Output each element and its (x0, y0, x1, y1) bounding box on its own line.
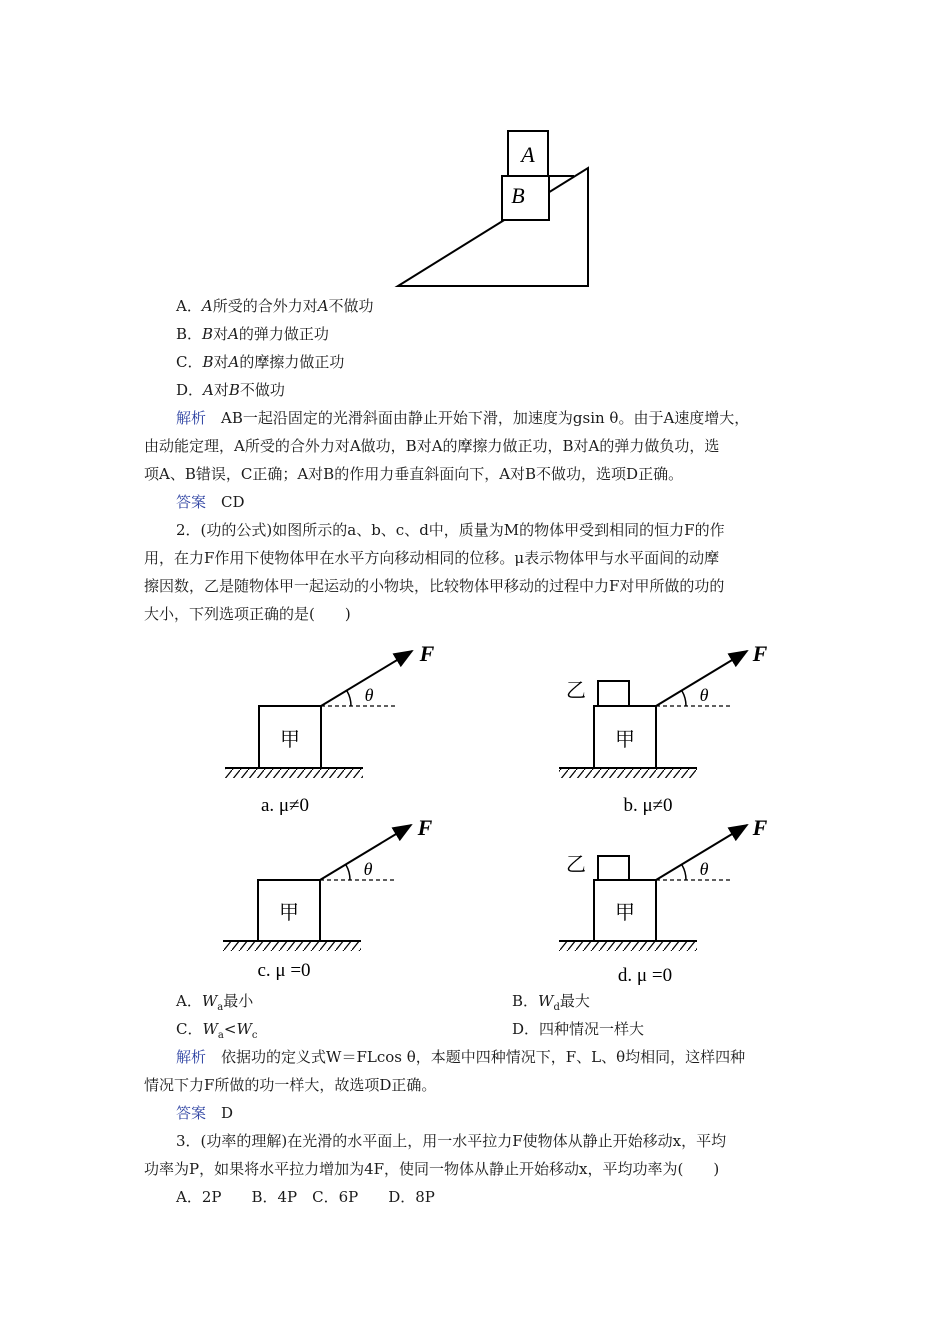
q2-option-c: C．$W_a<W_c$ (176, 1020, 258, 1041)
q2-option-b: B．$W_d$最大 (512, 992, 590, 1013)
figure-b-small-block (598, 681, 629, 706)
figure-c-angle-label: θ (363, 859, 373, 879)
figure-d-force-label: F (752, 815, 768, 840)
q3-options: A．2P B．4P C．6P D．8P (176, 1188, 435, 1206)
figure-b-force-label: F (752, 641, 768, 666)
figure-c-ground-hatch (223, 942, 361, 951)
q1-option-d: D．A对B不做功 (176, 381, 285, 399)
q1-analysis-tag: 解析 (176, 409, 207, 427)
figure-a-angle-arc (347, 691, 351, 706)
figure-c-caption: c. μ =0 (257, 960, 311, 981)
q2-answer-tag: 答案 (176, 1104, 207, 1122)
q2-analysis-tag: 解析 (176, 1048, 207, 1066)
figure-b-caption: b. μ≠0 (623, 795, 673, 816)
q2-stem-line-1: 2．(功的公式)如图所示的a、b、c、d中，质量为M的物体甲受到相同的恒力F的作 (176, 521, 725, 539)
q3-stem-line-2: 功率为P，如果将水平拉力增加为4F，使同一物体从静止开始移动x，平均功率为( ) (144, 1160, 720, 1178)
q1-answer-tag: 答案 (176, 493, 207, 511)
figure-a-ground-hatch (225, 769, 363, 778)
figure-a-angle-label: θ (364, 685, 374, 705)
figure-d-body-label: 甲 (615, 902, 635, 924)
q2-answer: 答案 D (176, 1104, 234, 1122)
q1-option-c: C．B对A的摩擦力做正功 (176, 353, 345, 371)
figure-b (559, 641, 768, 816)
figure-d-ground-hatch (559, 942, 697, 951)
figure-d-caption: d. μ =0 (617, 965, 673, 986)
figure-c (223, 815, 433, 981)
figure-a-body-label: 甲 (280, 729, 300, 751)
figure-d-small-block-label: 乙 (566, 854, 586, 876)
q2-option-a: A．$W_a$最小 (176, 992, 254, 1013)
q1-option-a: A．A所受的合外力对A不做功 (176, 297, 374, 315)
figure-c-body-label: 甲 (279, 902, 299, 924)
figure-b-angle-label: θ (699, 685, 709, 705)
q2-analysis-line-1: 解析 依据功的定义式W＝FLcos θ，本题中四种情况下，F、L、θ均相同，这样四种 (176, 1048, 746, 1066)
figure-b-body-label: 甲 (615, 729, 635, 751)
figure-b-ground-hatch (559, 769, 697, 778)
q1-analysis-line-1: 解析 AB一起沿固定的光滑斜面由静止开始下滑，加速度为gsin θ。由于A速度增大， (176, 409, 750, 427)
figure-d-angle-label: θ (699, 859, 709, 879)
figure-d-angle-arc (682, 865, 686, 880)
figure-a-force-label: F (419, 641, 435, 666)
figure-a (225, 641, 435, 816)
q1-answer: 答案 CD (176, 493, 245, 511)
q2-analysis-line-2: 情况下力F所做的功一样大，故选项D正确。 (144, 1076, 437, 1094)
figure-b-small-block-label: 乙 (566, 680, 586, 702)
block-b-label: B (511, 183, 525, 208)
q1-analysis-line-2: 由动能定理，A所受的合外力对A做功，B对A的摩擦力做正功，B对A的弹力做负功，选 (144, 437, 720, 455)
figure-c-angle-arc (346, 865, 350, 880)
q1-option-b: B．B对A的弹力做正功 (176, 325, 329, 343)
q1-analysis-line-3: 项A、B错误，C正确；A对B的作用力垂直斜面向下，A对B不做功，选项D正确。 (144, 465, 684, 483)
q2-option-d: D．四种情况一样大 (512, 1020, 645, 1038)
q3-stem-line-1: 3．(功率的理解)在光滑的水平面上，用一水平拉力F使物体从静止开始移动x，平均 (176, 1132, 727, 1150)
q2-stem-line-2: 用，在力F作用下使物体甲在水平方向移动相同的位移。μ表示物体甲与水平面间的动摩 (144, 549, 720, 567)
figure-d (559, 815, 768, 986)
block-a-label: A (521, 142, 535, 167)
figure-b-angle-arc (682, 691, 686, 706)
q2-stem-line-4: 大小，下列选项正确的是( ) (144, 605, 351, 623)
figure-a-caption: a. μ≠0 (260, 795, 310, 816)
figure-d-small-block (598, 856, 629, 880)
q2-stem-line-3: 擦因数，乙是随物体甲一起运动的小物块，比较物体甲移动的过程中力F对甲所做的功的 (144, 577, 725, 595)
figure-c-force-label: F (417, 815, 433, 840)
